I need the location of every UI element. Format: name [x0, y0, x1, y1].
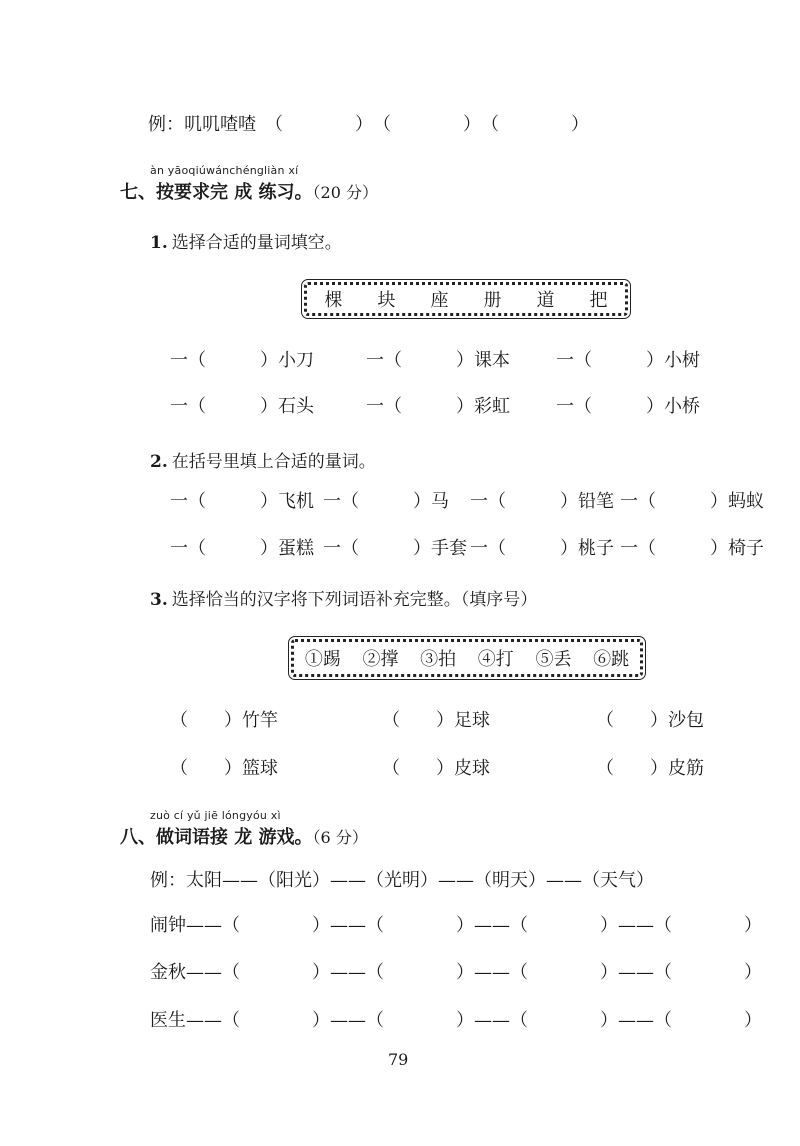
section7-heading [120, 178, 378, 204]
section8-example: 例：太阳——（阳光）——（光明）——（明天）——（天气） [150, 870, 654, 891]
q3-blank[interactable]: （ ）沙包 [596, 710, 704, 731]
q2-number: 2. [150, 452, 168, 472]
section7-points: （20 分） [312, 183, 378, 202]
q1-blank[interactable]: 一（ ）彩虹 [366, 396, 510, 417]
q1-blank[interactable]: 一（ ）小树 [556, 350, 700, 371]
q3-option: ④打 [477, 649, 514, 670]
q3-option: ⑥跳 [593, 649, 630, 670]
q1-option: 棵 [324, 290, 343, 311]
q3-blank[interactable]: （ ）足球 [382, 710, 490, 731]
q1-blank[interactable]: 一（ ）课本 [366, 350, 510, 371]
section8-pinyin: zuò cí yǔ jiē lóngyóu xì [150, 809, 281, 822]
word-chain-row[interactable]: 医生——（ ）——（ ）——（ ）——（ ） [150, 1010, 762, 1031]
q3-blank[interactable]: （ ）皮筋 [596, 758, 704, 779]
q3-option: ①踢 [304, 649, 341, 670]
q1-option: 把 [589, 290, 608, 311]
q2-blank[interactable]: 一（ ）蛋糕 [170, 538, 314, 559]
q3-blank[interactable]: （ ）篮球 [170, 758, 278, 779]
q1-blank[interactable]: 一（ ）石头 [170, 396, 314, 417]
q1-blank[interactable]: 一（ ）小刀 [170, 350, 314, 371]
q2-blank[interactable]: 一（ ）手套 [323, 538, 467, 559]
q1-option: 道 [536, 290, 555, 311]
q2-blank[interactable]: 一（ ）蚂蚁 [620, 491, 764, 512]
section7-title: 七、按要求完 成 练习。 [120, 182, 313, 203]
q3-option: ⑤丢 [535, 649, 572, 670]
section8-points: （6 分） [312, 828, 368, 847]
q2-blank[interactable]: 一（ ）铅笔 [470, 491, 614, 512]
page-number: 79 [388, 1050, 409, 1069]
q3-prompt [150, 585, 537, 610]
example-line-top: 例：叽叽喳喳 （ ） （ ） （ ） [148, 114, 589, 135]
q1-option: 块 [377, 290, 396, 311]
word-chain-row[interactable]: 闹钟——（ ）——（ ）——（ ）——（ ） [150, 915, 762, 936]
q1-number: 1. [150, 233, 168, 253]
q1-word-box [304, 282, 628, 316]
q1-option: 座 [430, 290, 449, 311]
q3-blank[interactable]: （ ）竹竿 [170, 710, 278, 731]
q1-text: 选择合适的量词填空。 [171, 233, 342, 253]
q1-option: 册 [483, 290, 502, 311]
q3-char-box [291, 639, 643, 677]
q2-blank[interactable]: 一（ ）椅子 [620, 538, 764, 559]
q3-option: ②撑 [362, 649, 399, 670]
q1-blank[interactable]: 一（ ）小桥 [556, 396, 700, 417]
section8-heading [120, 823, 368, 849]
section7-pinyin: àn yāoqiúwánchéngliàn xí [150, 164, 299, 177]
q3-text: 选择恰当的汉字将下列词语补充完整。（填序号） [171, 590, 538, 610]
q2-blank[interactable]: 一（ ）桃子 [470, 538, 614, 559]
q3-number: 3. [150, 590, 168, 610]
q2-blank[interactable]: 一（ ）马 [323, 491, 449, 512]
q1-prompt [150, 228, 342, 253]
q3-blank[interactable]: （ ）皮球 [382, 758, 490, 779]
word-chain-row[interactable]: 金秋——（ ）——（ ）——（ ）——（ ） [150, 962, 762, 983]
q3-option: ③拍 [420, 649, 457, 670]
q2-blank[interactable]: 一（ ）飞机 [170, 491, 314, 512]
q2-prompt [150, 447, 376, 472]
section8-title: 八、做词语接 龙 游戏。 [120, 827, 313, 848]
q2-text: 在括号里填上合适的量词。 [171, 452, 376, 472]
